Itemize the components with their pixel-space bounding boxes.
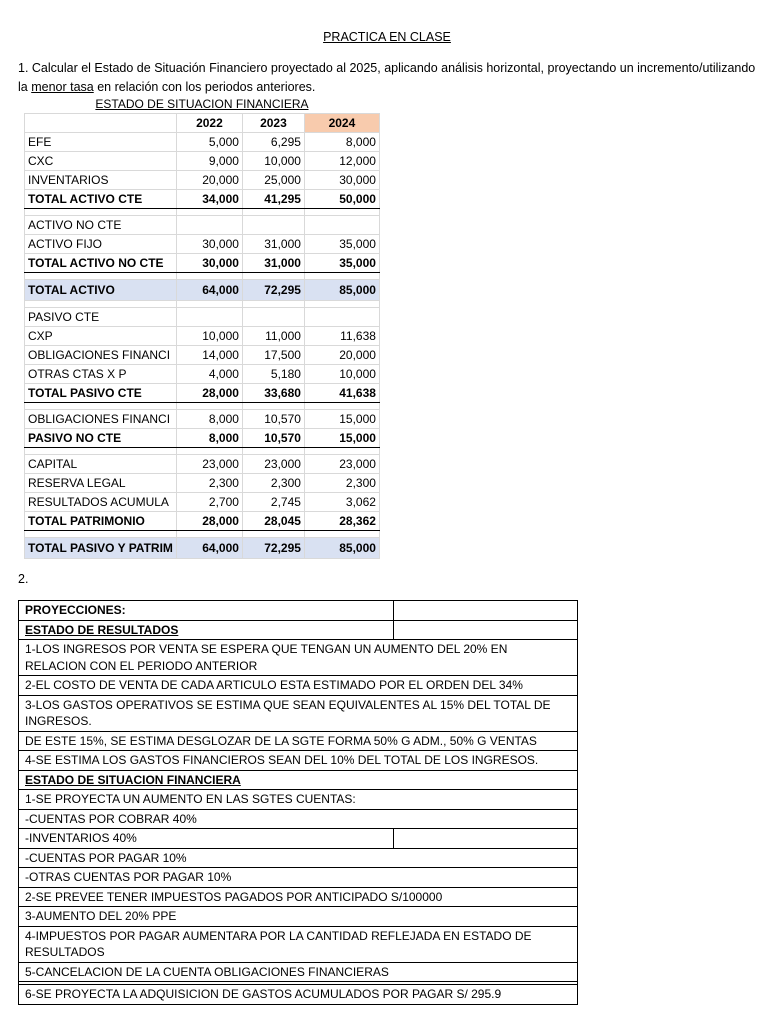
year-header-row — [25, 114, 380, 133]
row-label: TOTAL ACTIVO CTE — [25, 190, 177, 209]
value-2022: 64,000 — [176, 280, 242, 301]
esf-item: -CUENTAS POR COBRAR 40% — [19, 809, 578, 829]
estado-situacion-heading: ESTADO DE SITUACION FINANCIERA — [19, 770, 578, 790]
esf-item: -CUENTAS POR PAGAR 10% — [19, 848, 578, 868]
row-total-pasivo-patrimonio — [25, 538, 380, 559]
row-pasivo-cte-heading — [25, 308, 380, 327]
row-obligaciones-financieras — [25, 346, 380, 365]
esf-item-row — [19, 985, 578, 1005]
value-2022: 23,000 — [176, 455, 242, 474]
er-item: 4-SE ESTIMA LOS GASTOS FINANCIEROS SEAN DEL 10% DEL TOTAL DE LOS INGRESOS. — [19, 751, 578, 771]
value-2024: 20,000 — [304, 346, 379, 365]
value-2022: 4,000 — [176, 365, 242, 384]
esf-item: 4-IMPUESTOS POR PAGAR AUMENTARA POR LA CANTIDAD REFLEJADA EN ESTADO DE RESULTADOS — [19, 926, 578, 962]
value-2022: 5,000 — [176, 133, 242, 152]
esf-item: 5-CANCELACION DE LA CUENTA OBLIGACIONES FINANCIERAS — [19, 962, 578, 982]
value-2024: 41,638 — [304, 384, 379, 403]
value-2022: 14,000 — [176, 346, 242, 365]
value-2022: 30,000 — [176, 254, 242, 273]
value-2024: 15,000 — [304, 410, 379, 429]
spacer-row — [25, 531, 380, 538]
row-total-activo — [25, 280, 380, 301]
year-2022: 2022 — [176, 114, 242, 133]
balance-sheet-title-row — [25, 95, 380, 114]
esf-item-row — [19, 887, 578, 907]
row-otras-ctas — [25, 365, 380, 384]
esf-item: -OTRAS CUENTAS POR PAGAR 10% — [19, 868, 578, 888]
row-cxc — [25, 152, 380, 171]
er-item-row — [19, 676, 578, 696]
question-1-underlined: menor tasa — [31, 80, 94, 94]
value-2023: 33,680 — [242, 384, 304, 403]
row-capital — [25, 455, 380, 474]
row-inventarios — [25, 171, 380, 190]
value-2023: 2,745 — [242, 493, 304, 512]
row-label: TOTAL ACTIVO — [25, 280, 177, 301]
question-2-number: 2. — [18, 572, 29, 586]
projections-table — [18, 600, 578, 1005]
er-item-row — [19, 751, 578, 771]
value-2022: 10,000 — [176, 327, 242, 346]
esf-item: 1-SE PROYECTA UN AUMENTO EN LAS SGTES CUENTAS: — [19, 790, 578, 810]
er-item: 2-EL COSTO DE VENTA DE CADA ARTICULO ESTA ESTIMADO POR EL ORDEN DEL 34% — [19, 676, 578, 696]
row-reserva-legal — [25, 474, 380, 493]
er-heading-row — [19, 620, 578, 640]
row-label: EFE — [25, 133, 177, 152]
value-2024: 85,000 — [304, 538, 379, 559]
esf-item-row — [19, 848, 578, 868]
er-item: 1-LOS INGRESOS POR VENTA SE ESPERA QUE TENGAN UN AUMENTO DEL 20% EN RELACION CON EL PERIODO ANTERIOR — [19, 640, 578, 676]
empty-cell — [394, 601, 578, 621]
esf-item-row — [19, 790, 578, 810]
balance-sheet-title: ESTADO DE SITUACION FINANCIERA — [95, 97, 309, 111]
value-2023: 10,000 — [242, 152, 304, 171]
value-2023: 23,000 — [242, 455, 304, 474]
row-label: TOTAL ACTIVO NO CTE — [25, 254, 177, 273]
value-2024: 8,000 — [304, 133, 379, 152]
value-2024: 35,000 — [304, 235, 379, 254]
estado-resultados-heading: ESTADO DE RESULTADOS — [19, 620, 394, 640]
row-label: ACTIVO NO CTE — [25, 216, 177, 235]
row-label: CAPITAL — [25, 455, 177, 474]
value-2024: 35,000 — [304, 254, 379, 273]
document-title — [0, 30, 768, 44]
value-2024: 15,000 — [304, 429, 379, 448]
row-label: TOTAL PASIVO Y PATRIM — [25, 538, 177, 559]
row-label: RESERVA LEGAL — [25, 474, 177, 493]
value-2024: 28,362 — [304, 512, 379, 531]
row-resultados-acumulados — [25, 493, 380, 512]
esf-item: 2-SE PREVEE TENER IMPUESTOS PAGADOS POR ANTICIPADO S/100000 — [19, 887, 578, 907]
value-2022: 9,000 — [176, 152, 242, 171]
er-item: 3-LOS GASTOS OPERATIVOS SE ESTIMA QUE SEAN EQUIVALENTES AL 15% DEL TOTAL DE INGRESOS. — [19, 695, 578, 731]
row-activo-no-cte-heading — [25, 216, 380, 235]
row-obligaciones-financieras-lp — [25, 410, 380, 429]
value-2024: 3,062 — [304, 493, 379, 512]
er-item-row — [19, 640, 578, 676]
question-1 — [18, 59, 758, 97]
value-2022: 28,000 — [176, 512, 242, 531]
row-label: OTRAS CTAS X P — [25, 365, 177, 384]
spacer-row — [25, 301, 380, 308]
row-label: TOTAL PASIVO CTE — [25, 384, 177, 403]
esf-item: -INVENTARIOS 40% — [19, 829, 394, 849]
row-efe — [25, 133, 380, 152]
row-label: CXP — [25, 327, 177, 346]
esf-item-row — [19, 868, 578, 888]
esf-item-row — [19, 907, 578, 927]
value-2022: 8,000 — [176, 429, 242, 448]
value-2023: 2,300 — [242, 474, 304, 493]
er-item: DE ESTE 15%, SE ESTIMA DESGLOZAR DE LA SGTE FORMA 50% G ADM., 50% G VENTAS — [19, 731, 578, 751]
esf-item: 3-AUMENTO DEL 20% PPE — [19, 907, 578, 927]
value-2024: 2,300 — [304, 474, 379, 493]
esf-item: 6-SE PROYECTA LA ADQUISICION DE GASTOS ACUMULADOS POR PAGAR S/ 295.9 — [19, 985, 578, 1005]
value-2023: 6,295 — [242, 133, 304, 152]
value-2023: 28,045 — [242, 512, 304, 531]
row-total-pasivo-cte — [25, 384, 380, 403]
year-2024: 2024 — [304, 114, 379, 133]
value-2023: 25,000 — [242, 171, 304, 190]
value-2022: 2,700 — [176, 493, 242, 512]
row-total-activo-cte — [25, 190, 380, 209]
row-total-activo-no-cte — [25, 254, 380, 273]
esf-heading-row — [19, 770, 578, 790]
spacer-row — [25, 209, 380, 216]
value-2022: 64,000 — [176, 538, 242, 559]
year-2023: 2023 — [242, 114, 304, 133]
esf-item-row — [19, 962, 578, 982]
value-2023: 41,295 — [242, 190, 304, 209]
row-label: INVENTARIOS — [25, 171, 177, 190]
projections-heading: PROYECCIONES: — [19, 601, 394, 621]
value-2023: 10,570 — [242, 429, 304, 448]
value-2022: 34,000 — [176, 190, 242, 209]
value-2023: 10,570 — [242, 410, 304, 429]
header-blank — [25, 114, 177, 133]
value-2022: 8,000 — [176, 410, 242, 429]
spacer-row — [25, 273, 380, 280]
spacer-row — [25, 403, 380, 410]
row-activo-fijo — [25, 235, 380, 254]
row-total-patrimonio — [25, 512, 380, 531]
value-2022: 20,000 — [176, 171, 242, 190]
value-2024: 10,000 — [304, 365, 379, 384]
value-2024: 30,000 — [304, 171, 379, 190]
value-2023: 72,295 — [242, 280, 304, 301]
row-cxp — [25, 327, 380, 346]
value-2023: 72,295 — [242, 538, 304, 559]
question-1-text-a: 1. Calcular el Estado de Situación Financiero proyectado al 2025, aplicando análisis horizontal, proyectando un incremento/utilizando la — [18, 61, 756, 94]
value-2023: 11,000 — [242, 327, 304, 346]
value-2022: 30,000 — [176, 235, 242, 254]
er-item-row — [19, 695, 578, 731]
row-label: OBLIGACIONES FINANCI — [25, 410, 177, 429]
row-label: OBLIGACIONES FINANCI — [25, 346, 177, 365]
value-2024: 23,000 — [304, 455, 379, 474]
row-label: PASIVO NO CTE — [25, 429, 177, 448]
row-label: RESULTADOS ACUMULA — [25, 493, 177, 512]
row-pasivo-no-cte — [25, 429, 380, 448]
value-2024: 85,000 — [304, 280, 379, 301]
row-label: PASIVO CTE — [25, 308, 177, 327]
row-label: ACTIVO FIJO — [25, 235, 177, 254]
value-2022: 28,000 — [176, 384, 242, 403]
empty-cell — [394, 620, 578, 640]
balance-sheet-table — [24, 95, 380, 559]
er-item-row — [19, 731, 578, 751]
question-1-text-b: en relación con los periodos anteriores. — [93, 80, 316, 94]
spacer-row — [25, 448, 380, 455]
esf-item-row — [19, 926, 578, 962]
value-2024: 12,000 — [304, 152, 379, 171]
value-2023: 31,000 — [242, 235, 304, 254]
esf-item-row — [19, 829, 578, 849]
projections-heading-row — [19, 601, 578, 621]
esf-item-row — [19, 809, 578, 829]
value-2023: 31,000 — [242, 254, 304, 273]
value-2023: 5,180 — [242, 365, 304, 384]
value-2022: 2,300 — [176, 474, 242, 493]
value-2024: 50,000 — [304, 190, 379, 209]
value-2024: 11,638 — [304, 327, 379, 346]
value-2023: 17,500 — [242, 346, 304, 365]
document-title-text: PRACTICA EN CLASE — [323, 30, 451, 44]
row-label: TOTAL PATRIMONIO — [25, 512, 177, 531]
row-label: CXC — [25, 152, 177, 171]
empty-cell — [394, 829, 578, 849]
